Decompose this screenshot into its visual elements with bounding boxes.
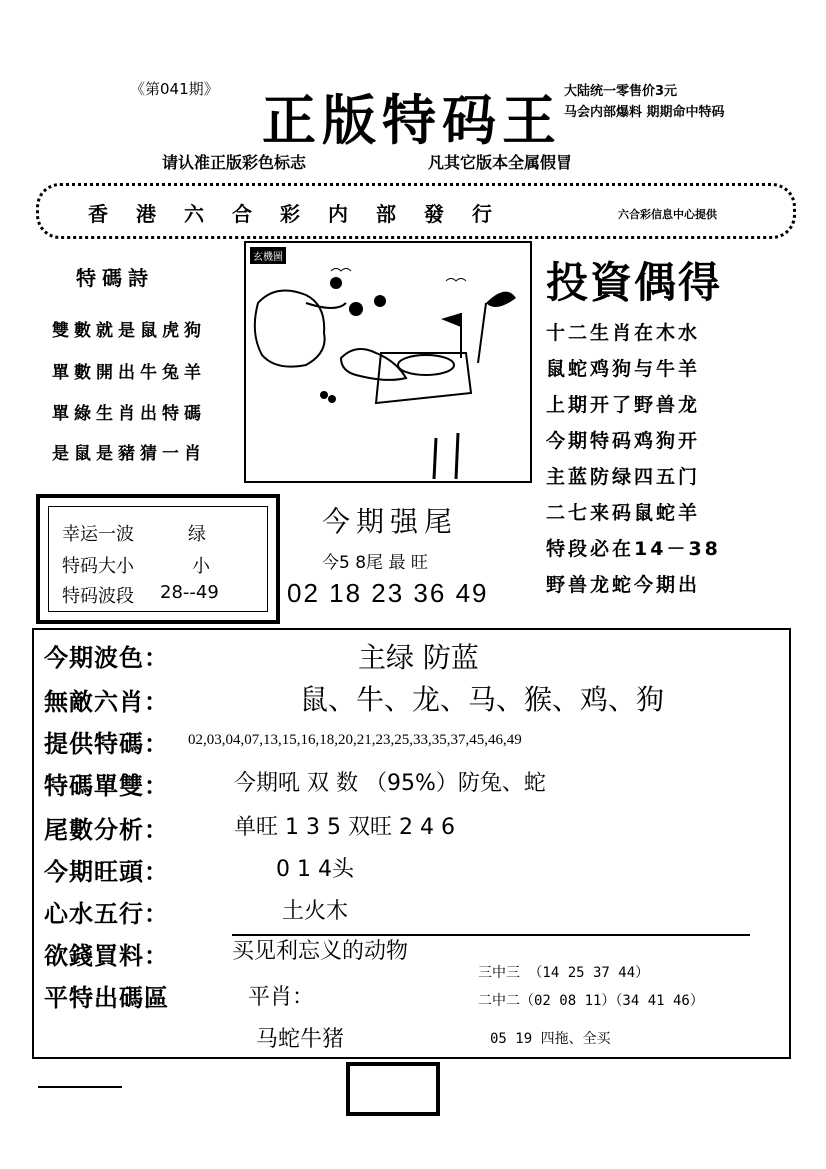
codes-value: 02,03,04,07,13,15,16,18,20,21,23,25,33,35,37,45,46,49 bbox=[188, 732, 522, 748]
zodiac-value: 鼠、牛、龙、马、猴、鸡、狗 bbox=[300, 683, 665, 716]
footer-line bbox=[38, 1086, 122, 1088]
flat-prefix: 平肖： bbox=[248, 985, 315, 1010]
parity-value: 今期吼 双 数 （95%）防兔、蛇 bbox=[234, 771, 546, 796]
range-value: 28--49 bbox=[160, 582, 219, 603]
picture-label: 玄機圖 bbox=[250, 247, 286, 264]
tail-title: 今期强尾 bbox=[322, 505, 459, 538]
combo-drag: 05 19 四拖、全买 bbox=[490, 1031, 611, 1047]
invest-line: 上期开了野兽龙 bbox=[546, 394, 701, 416]
flat-value: 马蛇牛猪 bbox=[256, 1027, 345, 1052]
divider-line bbox=[232, 934, 750, 936]
buy-label: 欲錢買料： bbox=[44, 942, 169, 970]
invest-line: 二七来码鼠蛇羊 bbox=[546, 502, 701, 524]
poem-line: 單綠生肖出特碼 bbox=[52, 404, 206, 424]
invest-line: 今期特码鸡狗开 bbox=[546, 430, 701, 452]
color-label: 今期波色： bbox=[44, 644, 169, 672]
size-label: 特码大小 bbox=[62, 556, 134, 577]
zodiac-label: 無敵六肖： bbox=[44, 688, 169, 716]
element-label: 心水五行： bbox=[44, 900, 169, 928]
head-label: 今期旺頭： bbox=[44, 858, 169, 886]
page-title: 正版特码王 bbox=[262, 88, 562, 152]
banner-text: 香港六合彩内部發行 bbox=[88, 202, 520, 226]
color-value: 主绿 防蓝 bbox=[358, 641, 479, 674]
poem-line: 單數開出牛兔羊 bbox=[52, 363, 206, 383]
tail-analysis-value: 单旺 1 3 5 双旺 2 4 6 bbox=[234, 815, 455, 840]
invest-line: 野兽龙蛇今期出 bbox=[546, 574, 701, 596]
footer-bracket-top bbox=[346, 1062, 440, 1066]
lucky-box bbox=[36, 494, 280, 624]
authenticity-notice: 请认准正版彩色标志 bbox=[162, 153, 307, 172]
counterfeit-notice: 凡其它版本全属假冒 bbox=[428, 153, 573, 172]
tail-numbers: 02 18 23 36 49 bbox=[287, 578, 489, 608]
poem-title: 特碼詩 bbox=[76, 266, 154, 290]
combo-two: 二中二（02 08 11）（34 41 46） bbox=[478, 993, 704, 1009]
footer-bracket-right bbox=[436, 1062, 440, 1116]
tagline: 马会内部爆料 期期命中特码 bbox=[564, 105, 725, 120]
buy-value: 买见利忘义的动物 bbox=[232, 939, 409, 964]
tail-analysis-label: 尾數分析： bbox=[44, 816, 169, 844]
deer-illustration bbox=[246, 243, 530, 481]
price-line: 大陆统一零售价3元 bbox=[564, 84, 678, 99]
parity-label: 特碼單雙： bbox=[44, 772, 169, 800]
element-value: 土火木 bbox=[282, 899, 349, 924]
wave-value: 绿 bbox=[188, 524, 206, 545]
banner-sub: 六合彩信息中心提供 bbox=[618, 208, 717, 221]
poem-line: 雙數就是鼠虎狗 bbox=[52, 321, 206, 341]
invest-line: 鼠蛇鸡狗与牛羊 bbox=[546, 358, 701, 380]
poem-line: 是鼠是豬猜一肖 bbox=[52, 444, 206, 464]
wave-label: 幸运一波 bbox=[62, 524, 134, 545]
riddle-picture bbox=[244, 241, 532, 483]
flat-label: 平特出碼區 bbox=[44, 984, 169, 1012]
footer-bracket-left bbox=[346, 1062, 350, 1116]
invest-line: 主蓝防绿四五门 bbox=[546, 466, 701, 488]
combo-three: 三中三 （14 25 37 44） bbox=[478, 965, 650, 981]
range-label: 特码波段 bbox=[62, 586, 134, 607]
tail-subtitle: 今5 8尾 最 旺 bbox=[322, 553, 428, 573]
footer-bracket-bottom bbox=[346, 1112, 440, 1116]
invest-line: 十二生肖在木水 bbox=[546, 322, 701, 344]
codes-label: 提供特碼： bbox=[44, 730, 169, 758]
size-value: 小 bbox=[192, 556, 210, 577]
head-value: 0 1 4头 bbox=[276, 857, 354, 882]
issue-number: 《第041期》 bbox=[130, 80, 219, 98]
invest-line: 特段必在14－38 bbox=[546, 538, 721, 560]
invest-title: 投資偶得 bbox=[546, 258, 723, 307]
